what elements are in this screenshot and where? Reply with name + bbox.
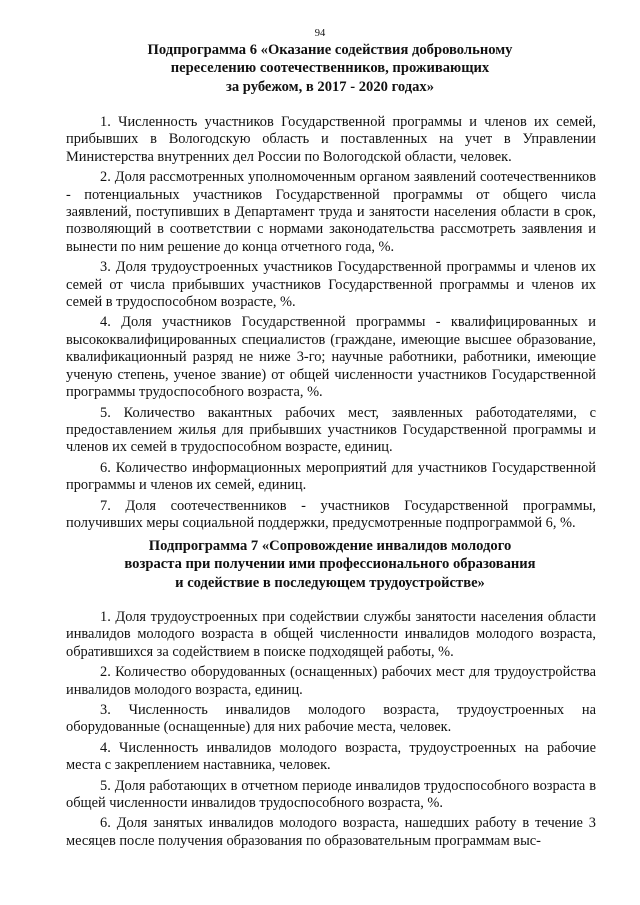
indicator-item: 6. Количество информационных мероприятий для участников Государственной программы и членов их семей, единиц. <box>66 459 596 494</box>
indicator-item: 3. Доля трудоустроенных участников Государственной программы и членов их семей от числа прибывших участников Государственной программы и членов их семей в трудоспособном возрасте, %. <box>66 259 596 311</box>
indicator-item: 1. Доля трудоустроенных при содействии службы занятости населения области инвалидов молодого возраста в общей численности инвалидов молодого возраста, обратившихся за содействием в поиске подходящей работы, %. <box>66 609 596 660</box>
section-title-subprogram-7 <box>90 537 570 592</box>
indicator-item: 1. Численность участников Государственной программы и членов их семей, прибывших в Вологодскую область и поставленных на учет в Управлении Министерства внутренних дел России по Вологодской области, человек. <box>66 114 596 165</box>
indicator-item: 5. Количество вакантных рабочих мест, заявленных работодателями, с предоставлением жилья для прибывших участников Государственной программы и членов их семей в трудоспособном возрасте, единиц. <box>66 404 596 456</box>
section-title-subprogram-6 <box>90 41 570 96</box>
section-title-line: и содействие в последующем трудоустройстве» <box>175 574 485 591</box>
indicator-item: 5. Доля работающих в отчетном периоде инвалидов трудоспособного возраста в общей численности инвалидов трудоспособного возраста, %. <box>66 777 596 812</box>
indicator-item: 4. Численность инвалидов молодого возраста, трудоустроенных на рабочие места с закреплением наставника, человек. <box>66 739 596 774</box>
indicator-item: 3. Численность инвалидов молодого возраста, трудоустроенных на оборудованные (оснащенные) для них рабочие места, человек. <box>66 702 596 736</box>
section-title-line: переселению соотечественников, проживающих <box>170 60 490 77</box>
indicator-list-subprogram-7 <box>66 609 596 853</box>
indicator-item: 2. Количество оборудованных (оснащенных) рабочих мест для трудоустройства инвалидов молодого возраста, единиц. <box>66 664 596 698</box>
indicator-item: 7. Доля соотечественников - участников Государственной программы, получивших меры социальной поддержки, предусмотренные подпрограммой 6, %. <box>66 497 596 531</box>
section-title-line: за рубежом, в 2017 - 2020 годах» <box>225 78 435 95</box>
section-title-line: Подпрограмма 7 «Сопровождение инвалидов молодого <box>148 538 512 554</box>
section-title-line: Подпрограмма 6 «Оказание содействия добровольному <box>147 42 513 58</box>
indicator-item: 4. Доля участников Государственной программы - квалифицированных и высококвалифицированных специалистов (граждане, имеющие высшее образование, квалификационный разряд не ниже 3-го; научные работники, работники, имеющие ученую степень, ученое звание) от общей численности участников Государственной программы трудоспособного возраста, %. <box>66 314 596 401</box>
page-number: 94 <box>314 28 326 39</box>
indicator-item: 2. Доля рассмотренных уполномоченным органом заявлений соотечественников - потенциальных участников Государственной программы от общего числа заявлений, поступивших в Департамент труда и занятости населения области в срок, позволяющий в соответствии с нормами законодательства рассмотреть заявления и вынести по ним решение до конца отчетного года, %. <box>66 169 596 255</box>
section-title-line: возраста при получении ими профессионального образования <box>124 556 536 573</box>
indicator-item: 6. Доля занятых инвалидов молодого возраста, нашедших работу в течение 3 месяцев после получения образования по образовательным программам выс- <box>66 815 596 849</box>
indicator-list-subprogram-6 <box>66 114 596 535</box>
